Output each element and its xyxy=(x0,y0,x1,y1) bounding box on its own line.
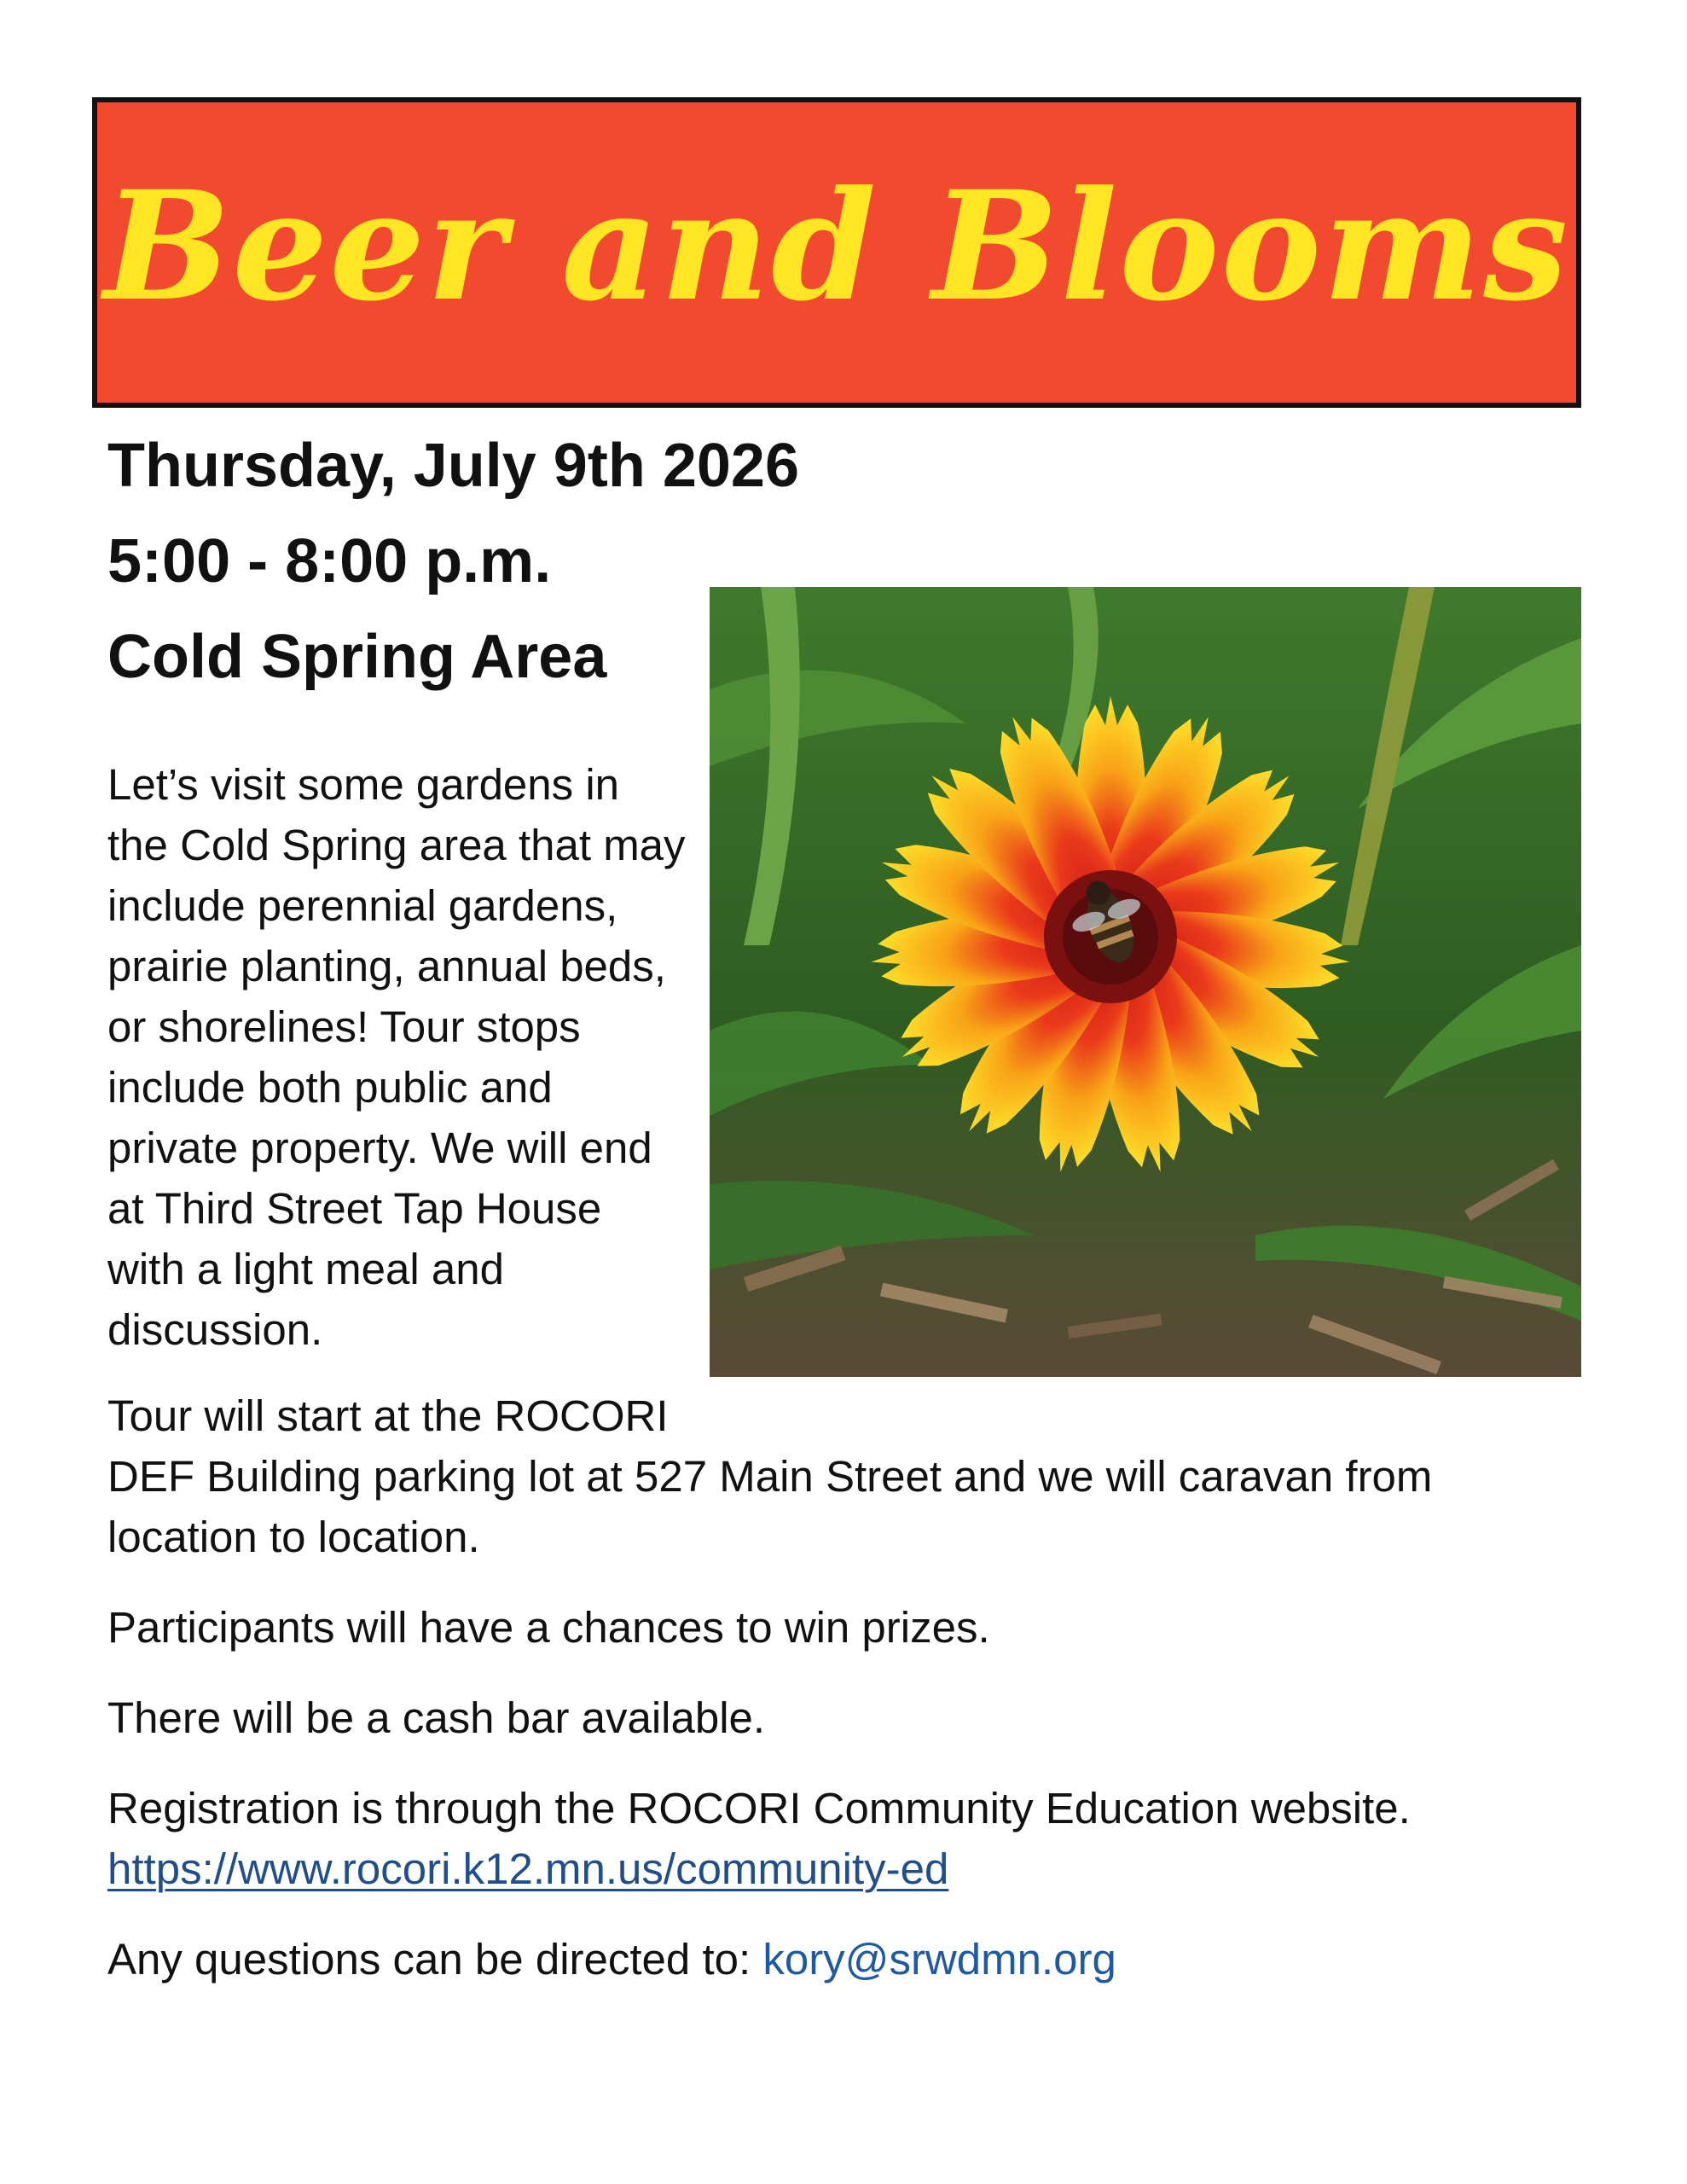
flower-photo xyxy=(710,587,1581,1377)
registration-paragraph xyxy=(107,1778,1574,1899)
event-time: 5:00 - 8:00 p.m. xyxy=(107,527,552,595)
questions-label: Any questions can be directed to: xyxy=(107,1935,751,1984)
event-date: Thursday, July 9th 2026 xyxy=(107,432,799,500)
intro-paragraph: Let’s visit some gardens in the Cold Spring area that may include perennial gardens, prairie planting, annual beds, or shorelines! Tour stops include both public and private property. We will end at Third Street Tap House with a light meal and discussion. xyxy=(107,760,686,1354)
contact-email-link[interactable]: kory@srwdmn.org xyxy=(762,1935,1116,1984)
registration-text: Registration is through the ROCORI Community Education website. xyxy=(107,1784,1411,1833)
tour-start-paragraph xyxy=(107,1385,1574,1567)
cash-bar-paragraph: There will be a cash bar available. xyxy=(107,1693,766,1742)
event-details xyxy=(107,1385,1574,2019)
tour-start-line2: DEF Building parking lot at 527 Main Street and we will caravan from location to location. xyxy=(107,1452,1433,1561)
event-title: Beer and Blooms xyxy=(103,157,1570,334)
title-banner xyxy=(92,97,1581,408)
registration-link[interactable]: https://www.rocori.k12.mn.us/community-ed xyxy=(107,1844,949,1893)
event-info xyxy=(107,418,799,705)
prizes-paragraph: Participants will have a chances to win prizes. xyxy=(107,1603,990,1652)
event-location: Cold Spring Area xyxy=(107,623,607,691)
questions-paragraph xyxy=(107,1929,1574,1989)
tour-start-line1: Tour will start at the ROCORI xyxy=(107,1391,669,1440)
